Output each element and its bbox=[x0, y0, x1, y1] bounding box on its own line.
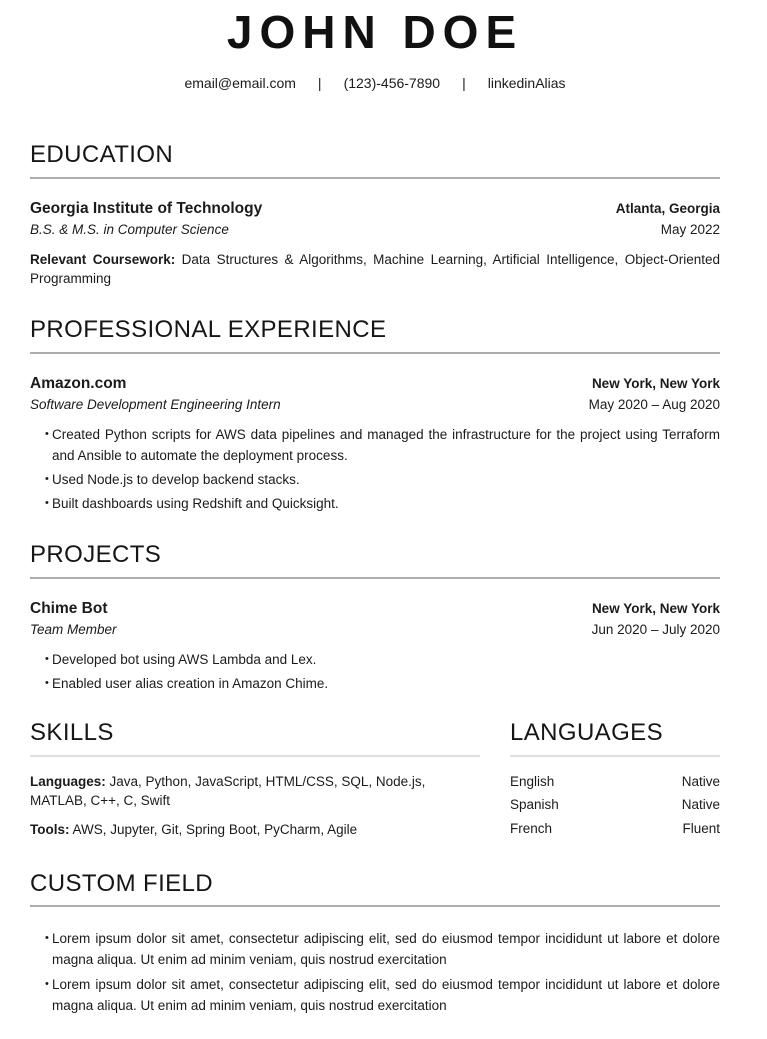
entry-subheader bbox=[30, 622, 720, 637]
section-title-experience: PROFESSIONAL EXPERIENCE bbox=[30, 316, 387, 344]
entry-role: Software Development Engineering Intern bbox=[30, 396, 281, 412]
bullet-item: • Enabled user alias creation in Amazon Chime. bbox=[45, 673, 720, 694]
resume-name: JOHN DOE bbox=[226, 6, 524, 58]
entry-header bbox=[30, 600, 720, 618]
section-custom-field bbox=[30, 870, 720, 1016]
entry-org: Georgia Institute of Technology bbox=[30, 199, 263, 217]
coursework-text: Data Structures & Algorithms, Machine Learning, Artificial Intelligence, Object-Oriented Programming bbox=[30, 251, 720, 287]
section-projects bbox=[30, 541, 720, 694]
education-entry bbox=[30, 200, 720, 289]
coursework-label: Relevant Coursework: bbox=[30, 251, 176, 267]
entry-header bbox=[30, 375, 720, 393]
entry-org: Chime Bot bbox=[30, 599, 108, 617]
contact-email: email@email.com bbox=[184, 75, 296, 92]
language-name: Spanish bbox=[510, 797, 559, 813]
contact-separator: | bbox=[317, 75, 322, 92]
entry-org: Amazon.com bbox=[30, 374, 127, 392]
language-row bbox=[510, 772, 720, 792]
bullet-list bbox=[30, 424, 720, 515]
section-rule-light bbox=[510, 755, 720, 757]
entry-subheader bbox=[30, 222, 720, 237]
entry-subheader bbox=[30, 397, 720, 412]
contact-linkedin: linkedinAlias bbox=[487, 75, 566, 92]
language-level: Native bbox=[681, 797, 720, 813]
section-rule bbox=[30, 352, 720, 354]
section-rule bbox=[30, 577, 720, 579]
contact-separator: | bbox=[462, 75, 466, 92]
entry-date: May 2020 – Aug 2020 bbox=[588, 396, 720, 412]
bullet-item: • Created Python scripts for AWS data pipelines and managed the infrastructure for the project using Terraform and Ansible to automate the deployment process. bbox=[45, 424, 720, 466]
section-rule bbox=[30, 177, 720, 179]
section-experience bbox=[30, 316, 720, 514]
entry-location: Atlanta, Georgia bbox=[615, 200, 720, 216]
section-title-custom-field: CUSTOM FIELD bbox=[30, 869, 214, 897]
section-title-projects: PROJECTS bbox=[30, 541, 162, 569]
section-skills bbox=[30, 719, 480, 842]
language-level: Native bbox=[681, 773, 720, 789]
entry-header bbox=[30, 200, 720, 218]
section-rule-light bbox=[30, 755, 480, 757]
skill-text: Java, Python, JavaScript, HTML/CSS, SQL, Node.js, MATLAB, C++, C, Swift bbox=[30, 773, 426, 809]
skill-label: Tools: bbox=[30, 822, 70, 838]
project-entry bbox=[30, 600, 720, 694]
skill-text: AWS, Jupyter, Git, Spring Boot, PyCharm, Agile bbox=[72, 822, 358, 838]
bullet-list bbox=[30, 928, 720, 1016]
section-education bbox=[30, 141, 720, 289]
entry-date: May 2022 bbox=[660, 221, 720, 237]
section-title-languages: LANGUAGES bbox=[510, 719, 663, 747]
language-name: French bbox=[510, 821, 553, 837]
language-level: Fluent bbox=[682, 821, 720, 837]
section-title-education: EDUCATION bbox=[30, 141, 174, 169]
bullet-item: • Lorem ipsum dolor sit amet, consectetur adipiscing elit, sed do eiusmod tempor incididunt ut labore et dolore magna aliqua. Ut enim ad minim veniam, quis nostrud exercitation bbox=[45, 928, 720, 970]
bullet-list bbox=[30, 649, 720, 694]
entry-date: Jun 2020 – July 2020 bbox=[591, 621, 720, 637]
coursework bbox=[30, 250, 720, 289]
language-name: English bbox=[510, 773, 555, 789]
entry-location: New York, New York bbox=[591, 375, 720, 391]
bullet-item: • Lorem ipsum dolor sit amet, consectetur adipiscing elit, sed do eiusmod tempor incididunt ut labore et dolore magna aliqua. Ut enim ad minim veniam, quis nostrud exercitation bbox=[45, 974, 720, 1016]
entry-degree: B.S. & M.S. in Computer Science bbox=[30, 221, 229, 237]
two-column-row bbox=[30, 719, 720, 842]
resume-header bbox=[30, 8, 720, 91]
contact-row bbox=[30, 75, 720, 91]
entry-role: Team Member bbox=[30, 621, 117, 637]
bullet-item: • Used Node.js to develop backend stacks. bbox=[45, 469, 720, 490]
skill-row bbox=[30, 772, 480, 811]
section-title-skills: SKILLS bbox=[30, 719, 114, 747]
bullet-item: • Developed bot using AWS Lambda and Lex. bbox=[45, 649, 720, 670]
section-rule bbox=[30, 905, 720, 907]
skill-label: Languages: bbox=[30, 773, 106, 789]
contact-phone: (123)-456-7890 bbox=[343, 75, 441, 92]
bullet-item: • Built dashboards using Redshift and Quicksight. bbox=[45, 493, 720, 514]
section-languages bbox=[510, 719, 720, 842]
experience-entry bbox=[30, 375, 720, 515]
language-row bbox=[510, 795, 720, 815]
skill-row bbox=[30, 820, 480, 840]
language-row bbox=[510, 819, 720, 839]
entry-location: New York, New York bbox=[591, 600, 720, 616]
